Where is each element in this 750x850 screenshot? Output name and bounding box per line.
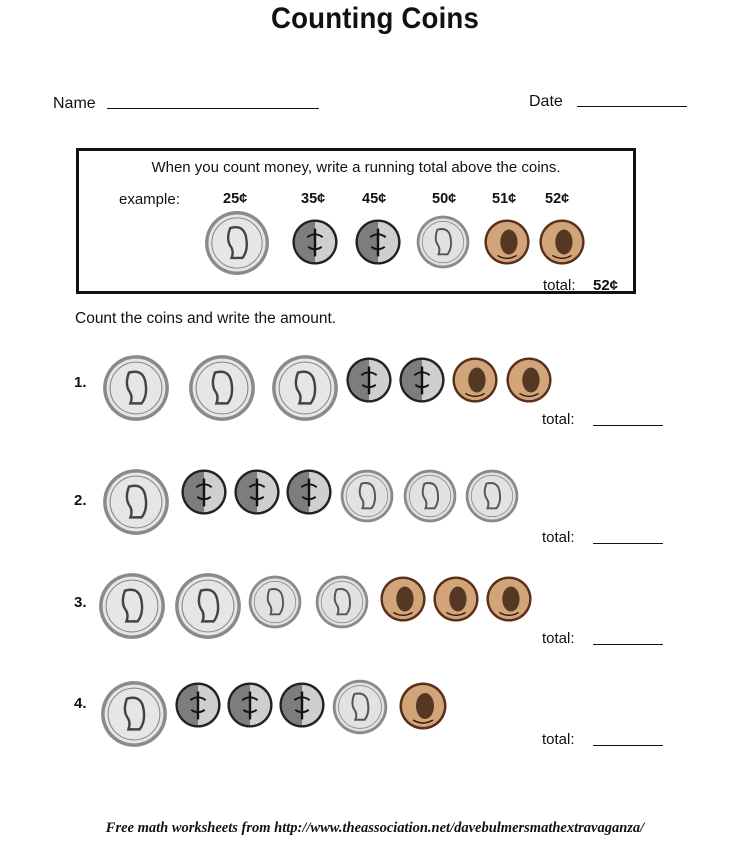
- nickel-coin-icon: [314, 574, 370, 630]
- nickel-coin-icon: [402, 468, 458, 524]
- penny-coin-icon: [483, 218, 531, 266]
- problem-number: 1.: [74, 374, 87, 391]
- directions: Count the coins and write the amount.: [75, 310, 337, 327]
- name-blank[interactable]: [107, 108, 319, 109]
- date-label: Date: [529, 93, 563, 110]
- date-blank[interactable]: [577, 106, 687, 107]
- quarter-coin-icon: [101, 353, 171, 423]
- answer-blank[interactable]: [593, 644, 663, 645]
- penny-coin-icon: [485, 575, 533, 623]
- running-total: 52¢: [545, 191, 570, 207]
- nickel-coin-icon: [464, 468, 520, 524]
- dime-coin-icon: [345, 356, 393, 404]
- dime-coin-icon: [174, 681, 222, 729]
- penny-coin-icon: [451, 356, 499, 404]
- example-instruction: When you count money, write a running total above the coins.: [151, 159, 561, 176]
- quarter-coin-icon: [101, 467, 171, 537]
- example-label: example:: [119, 191, 180, 208]
- example-total-label: total:: [543, 277, 576, 294]
- penny-coin-icon: [432, 575, 480, 623]
- dime-coin-icon: [285, 468, 333, 516]
- total-label: total:: [542, 411, 575, 428]
- answer-blank[interactable]: [593, 425, 663, 426]
- quarter-coin-icon: [270, 353, 340, 423]
- nickel-coin-icon: [331, 678, 389, 736]
- quarter-coin-icon: [173, 571, 243, 641]
- quarter-coin-icon: [203, 209, 271, 277]
- answer-blank[interactable]: [593, 745, 663, 746]
- quarter-coin-icon: [99, 679, 169, 749]
- footer-credit: Free math worksheets from http://www.theassociation.net/davebulmersmathextravaganza/: [105, 820, 645, 836]
- name-label: Name: [53, 95, 96, 112]
- dime-coin-icon: [354, 218, 402, 266]
- total-label: total:: [542, 731, 575, 748]
- penny-coin-icon: [398, 681, 448, 731]
- quarter-coin-icon: [97, 571, 167, 641]
- running-total: 35¢: [301, 191, 326, 207]
- dime-coin-icon: [398, 356, 446, 404]
- dime-coin-icon: [180, 468, 228, 516]
- dime-coin-icon: [226, 681, 274, 729]
- running-total: 25¢: [223, 191, 248, 207]
- example-box: [76, 148, 636, 294]
- worksheet-title: Counting Coins: [270, 2, 480, 35]
- penny-coin-icon: [538, 218, 586, 266]
- total-label: total:: [542, 529, 575, 546]
- problem-number: 2.: [74, 492, 87, 509]
- penny-coin-icon: [379, 575, 427, 623]
- dime-coin-icon: [291, 218, 339, 266]
- problem-number: 4.: [74, 695, 87, 712]
- dime-coin-icon: [278, 681, 326, 729]
- nickel-coin-icon: [415, 214, 471, 270]
- running-total: 50¢: [432, 191, 457, 207]
- penny-coin-icon: [505, 356, 553, 404]
- answer-blank[interactable]: [593, 543, 663, 544]
- example-total-value: 52¢: [593, 277, 619, 294]
- total-label: total:: [542, 630, 575, 647]
- problem-number: 3.: [74, 594, 87, 611]
- quarter-coin-icon: [187, 353, 257, 423]
- nickel-coin-icon: [339, 468, 395, 524]
- nickel-coin-icon: [247, 574, 303, 630]
- running-total: 45¢: [362, 191, 387, 207]
- dime-coin-icon: [233, 468, 281, 516]
- running-total: 51¢: [492, 191, 517, 207]
